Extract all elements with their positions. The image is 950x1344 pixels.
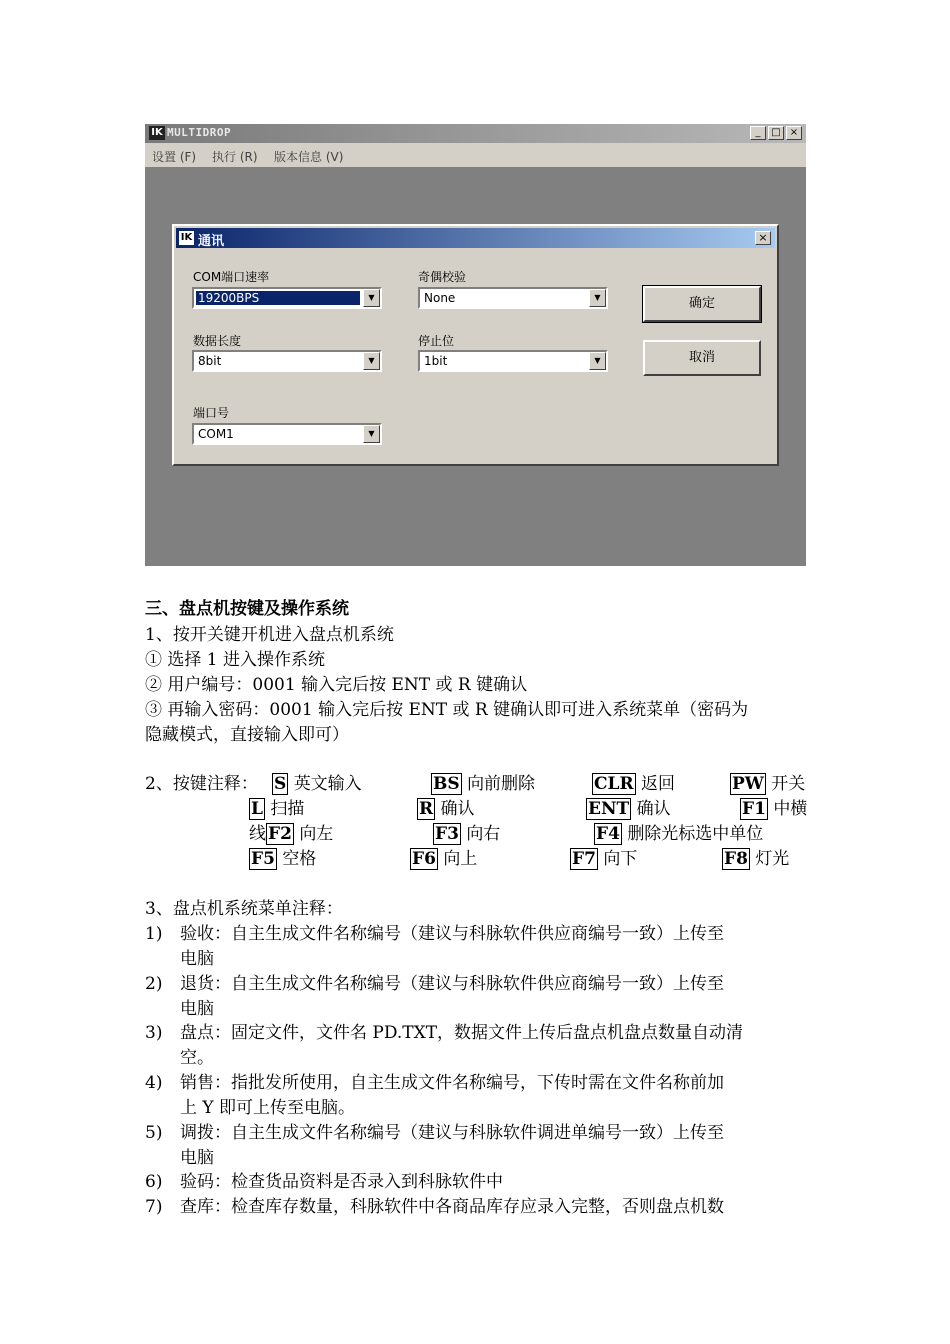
list-item: 电脑 [180,1148,214,1168]
item-number: 4) [145,1073,163,1093]
parity-select[interactable] [418,287,608,309]
maximize-icon[interactable]: □ [768,126,784,140]
chevron-down-icon[interactable]: ▼ [589,289,606,307]
key-note: CLR 返回 [594,774,676,794]
baud-label: COM端口速率 [193,270,270,284]
key-note: F8 灯光 [724,849,790,869]
window-controls [750,126,802,140]
step: ① 选择 1 进入操作系统 [145,650,326,670]
minimize-icon[interactable]: _ [750,126,766,140]
item-number: 5) [145,1123,163,1143]
menu-version[interactable]: 版本信息 (V) [274,150,344,164]
stopbit-label: 停止位 [418,334,455,348]
item-number: 1) [145,924,163,944]
menu-execute[interactable]: 执行 (R) [212,150,258,164]
list-item: 退货：自主生成文件名称编号（建议与科脉软件供应商编号一致）上传至 [180,974,724,994]
stopbit-select[interactable] [418,350,608,372]
key-note: BS 向前删除 [433,774,536,794]
datalen-label: 数据长度 [193,334,242,348]
key-note: S 英文输入 [274,774,362,794]
app-window [145,124,806,566]
menubar [145,143,806,167]
key-note: F3 向右 [435,824,501,844]
chevron-down-icon[interactable]: ▼ [589,352,606,370]
key-note: F6 向上 [412,849,478,869]
item-number: 6) [145,1172,163,1192]
item-number: 3) [145,1023,163,1043]
dialog-logo-icon: IK [180,232,193,243]
key-note: F7 向下 [572,849,638,869]
key-note: R 确认 [419,799,475,819]
list-item: 调拨：自主生成文件名称编号（建议与科脉软件调进单编号一致）上传至 [180,1123,724,1143]
list-item: 销售：指批发所使用，自主生成文件名称编号，下传时需在文件名称前加 [180,1073,724,1093]
app-titlebar [145,124,806,143]
list-item: 上 Y 即可上传至电脑。 [180,1098,356,1118]
key-note: 线 F2 向左 [249,824,334,844]
comm-dialog [172,224,779,466]
key-note: F4 删除光标选中单位 [596,824,764,844]
datalen-value: 8bit [198,354,222,368]
chevron-down-icon[interactable]: ▼ [363,289,380,307]
step: ② 用户编号：0001 输入完后按 ENT 或 R 键确认 [145,675,528,695]
key-note: ENT 确认 [588,799,671,819]
step: ③ 再输入密码：0001 输入完后按 ENT 或 R 键确认即可进入系统菜单（密码为 [145,700,749,720]
close-icon[interactable]: × [786,126,802,140]
baud-select[interactable] [192,287,382,309]
section-heading: 三、盘点机按键及操作系统 [145,599,349,619]
stopbit-value: 1bit [424,354,448,368]
parity-value: None [424,291,456,305]
parity-label: 奇偶校验 [418,270,467,284]
baud-value: 19200BPS [196,291,360,305]
dialog-titlebar [176,228,775,248]
list-item: 盘点：固定文件，文件名 PD.TXT，数据文件上传后盘点机盘点数量自动清 [180,1023,744,1043]
menu-title: 3、盘点机系统菜单注释： [145,899,343,919]
key-note: F5 空格 [251,849,317,869]
key-note: L 扫描 [251,799,305,819]
list-item: 电脑 [180,999,214,1019]
cancel-button[interactable]: 取消 [643,340,761,376]
keys-title: 2、按键注释： [145,774,258,794]
list-item: 电脑 [180,949,214,969]
chevron-down-icon[interactable]: ▼ [363,425,380,443]
dialog-title: 通讯 [198,234,225,249]
item-number: 2) [145,974,163,994]
key-note: F1 中横 [742,799,808,819]
port-label: 端口号 [193,406,230,420]
datalen-select[interactable] [192,350,382,372]
list-item: 空。 [180,1048,214,1068]
ok-button[interactable]: 确定 [643,286,761,322]
app-logo-icon: IK [149,126,165,140]
port-value: COM1 [198,427,234,441]
item-number: 7) [145,1197,163,1217]
list-item: 验收：自主生成文件名称编号（建议与科脉软件供应商编号一致）上传至 [180,924,724,944]
chevron-down-icon[interactable]: ▼ [363,352,380,370]
paragraph: 1、按开关键开机进入盘点机系统 [145,625,394,645]
app-title: MULTIDROP [167,126,232,139]
list-item: 验码：检查货品资料是否录入到科脉软件中 [180,1172,503,1192]
port-select[interactable] [192,423,382,445]
key-note: PW 开关 [732,774,806,794]
list-item: 查库：检查库存数量，科脉软件中各商品库存应录入完整，否则盘点机数 [180,1197,724,1217]
dialog-close-icon[interactable]: × [755,231,771,245]
menu-settings[interactable]: 设置 (F) [152,150,197,164]
step: 隐藏模式，直接输入即可） [145,725,349,745]
